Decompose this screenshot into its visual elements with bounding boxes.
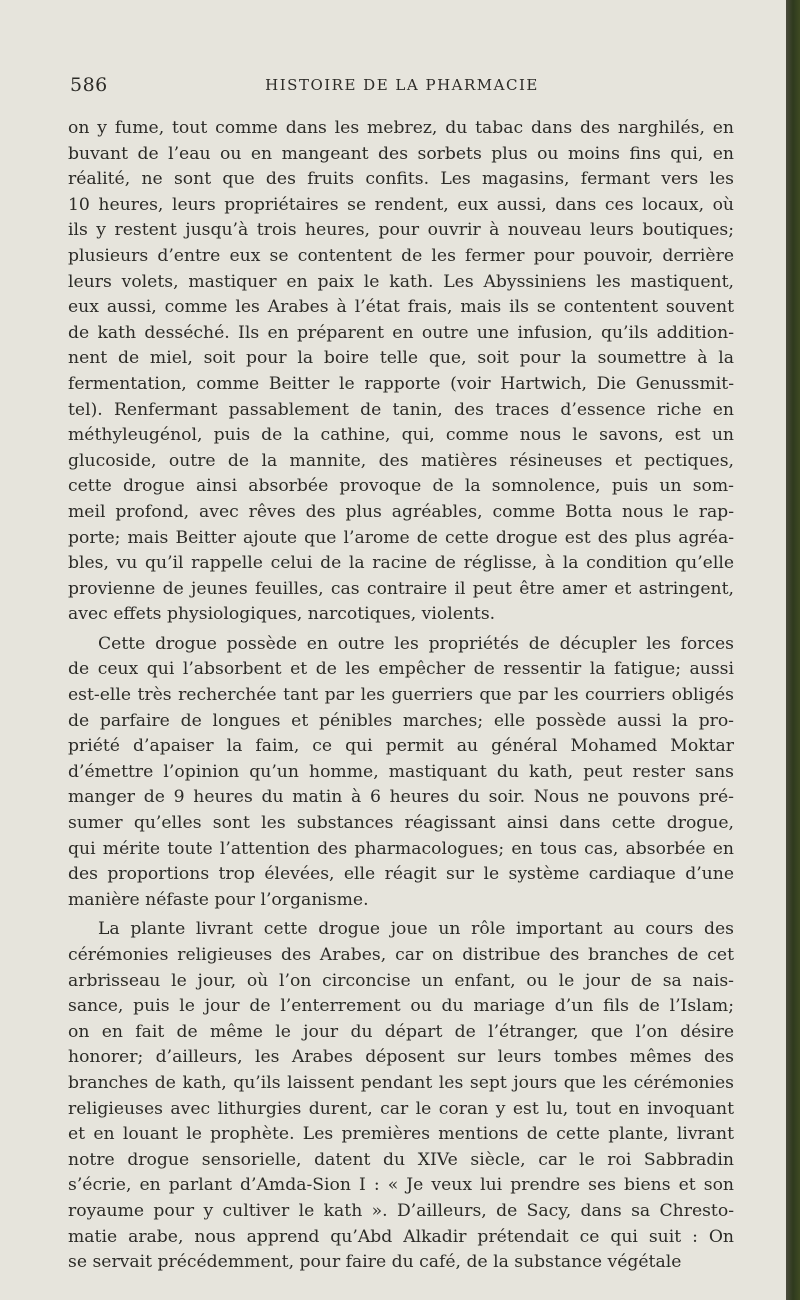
- text-line: matie arabe, nous apprend qu’Abd Alkadir prétendait ce qui suit : On: [68, 1226, 734, 1247]
- text-line: honorer; d’ailleurs, les Arabes déposent sur leurs tombes mêmes des: [68, 1047, 734, 1068]
- text-line: on en fait de même le jour du départ de l’étranger, que l’on désire: [68, 1021, 734, 1042]
- text-line: sumer qu’elles sont les substances réagissant ainsi dans cette drogue,: [68, 813, 734, 834]
- text-line: réalité, ne sont que des fruits confits. Les magasins, fermant vers les: [68, 169, 734, 190]
- text-line: arbrisseau le jour, où l’on circoncise un enfant, ou le jour de sa nais-: [68, 970, 734, 991]
- text-line: buvant de l’eau ou en mangeant des sorbets plus ou moins fins qui, en: [68, 143, 734, 164]
- text-line: provienne de jeunes feuilles, cas contraire il peut être amer et astringent,: [68, 578, 734, 599]
- text-line: royaume pour y cultiver le kath ». D’ailleurs, de Sacy, dans sa Chresto-: [68, 1200, 734, 1221]
- paragraph: [68, 917, 734, 1275]
- text-line: d’émettre l’opinion qu’un homme, mastiquant du kath, peut rester sans: [68, 761, 734, 782]
- text-line: qui mérite toute l’attention des pharmacologues; en tous cas, absorbée en: [68, 838, 734, 859]
- page-number: 586: [70, 74, 108, 96]
- text-line: de parfaire de longues et pénibles marches; elle possède aussi la pro-: [68, 710, 734, 731]
- text-line: cérémonies religieuses des Arabes, car on distribue des branches de cet: [68, 945, 734, 965]
- text-line: est-elle très recherchée tant par les guerriers que par les courriers obligés: [68, 685, 734, 706]
- text-line: s’écrie, en parlant d’Amda-Sion I : « Je veux lui prendre ses biens et son: [68, 1175, 734, 1196]
- paragraph: [68, 632, 734, 914]
- text-line: de ceux qui l’absorbent et de les empêcher de ressentir la fatigue; aussi: [68, 659, 734, 680]
- text-line: méthyleugénol, puis de la cathine, qui, comme nous le savons, est un: [68, 425, 734, 446]
- text-line: eux aussi, comme les Arabes à l’état frais, mais ils se contentent souvent: [68, 297, 734, 318]
- body-text: [68, 116, 734, 1276]
- text-line: on y fume, tout comme dans les mebrez, du tabac dans des narghilés, en: [68, 118, 734, 138]
- text-line: se servait précédemment, pour faire du café, de la substance végétale: [68, 1252, 682, 1273]
- text-line: priété d’apaiser la faim, ce qui permit au général Mohamed Moktar: [68, 736, 734, 757]
- text-line: des proportions trop élevées, elle réagit sur le système cardiaque d’une: [68, 864, 734, 885]
- text-line: Cette drogue possède en outre les propriétés de décupler les forces: [98, 633, 734, 654]
- text-line: bles, vu qu’il rappelle celui de la racine de réglisse, à la condition qu’elle: [68, 553, 734, 574]
- text-line: leurs volets, mastiquer en paix le kath. Les Abyssiniens les mastiquent,: [68, 271, 734, 292]
- text-line: nent de miel, soit pour la boire telle que, soit pour la soumettre à la: [68, 348, 734, 369]
- text-line: fermentation, comme Beitter le rapporte (voir Hartwich, Die Genussmit-: [68, 373, 734, 394]
- text-line: avec effets physiologiques, narcotiques, violents.: [68, 604, 496, 625]
- text-line: cette drogue ainsi absorbée provoque de la somnolence, puis un som-: [68, 476, 734, 497]
- page-header: [70, 74, 734, 96]
- text-line: de kath desséché. Ils en préparent en outre une infusion, qu’ils addition-: [68, 322, 734, 343]
- text-line: sance, puis le jour de l’enterrement ou du mariage d’un fils de l’Islam;: [68, 996, 734, 1017]
- text-line: et en louant le prophète. Les premières mentions de cette plante, livrant: [68, 1124, 734, 1145]
- text-line: tel). Renfermant passablement de tanin, des traces d’essence riche en: [68, 399, 734, 420]
- text-line: manière néfaste pour l’organisme.: [68, 889, 369, 910]
- page-edge: [786, 0, 800, 1300]
- text-line: plusieurs d’entre eux se contentent de les fermer pour pouvoir, derrière: [68, 245, 734, 266]
- text-line: religieuses avec lithurgies durent, car le coran y est lu, tout en invoquant: [68, 1098, 734, 1119]
- text-line: 10 heures, leurs propriétaires se rendent, eux aussi, dans ces locaux, où: [68, 194, 734, 215]
- text-line: meil profond, avec rêves des plus agréables, comme Botta nous le rap-: [68, 501, 734, 522]
- text-line: manger de 9 heures du matin à 6 heures du soir. Nous ne pouvons pré-: [68, 787, 734, 808]
- text-line: ils y restent jusqu’à trois heures, pour ouvrir à nouveau leurs boutiques;: [68, 220, 734, 241]
- text-line: notre drogue sensorielle, datent du XIVe siècle, car le roi Sabbradin: [68, 1149, 734, 1170]
- text-line: La plante livrant cette drogue joue un rôle important au cours des: [98, 919, 734, 940]
- paragraph: [68, 116, 734, 628]
- text-line: porte; mais Beitter ajoute que l’arome de cette drogue est des plus agréa-: [68, 527, 734, 548]
- text-line: branches de kath, qu’ils laissent pendant les sept jours que les cérémonies: [68, 1072, 734, 1093]
- running-title: HISTOIRE DE LA PHARMACIE: [265, 76, 539, 94]
- text-line: glucoside, outre de la mannite, des matières résineuses et pectiques,: [68, 450, 734, 471]
